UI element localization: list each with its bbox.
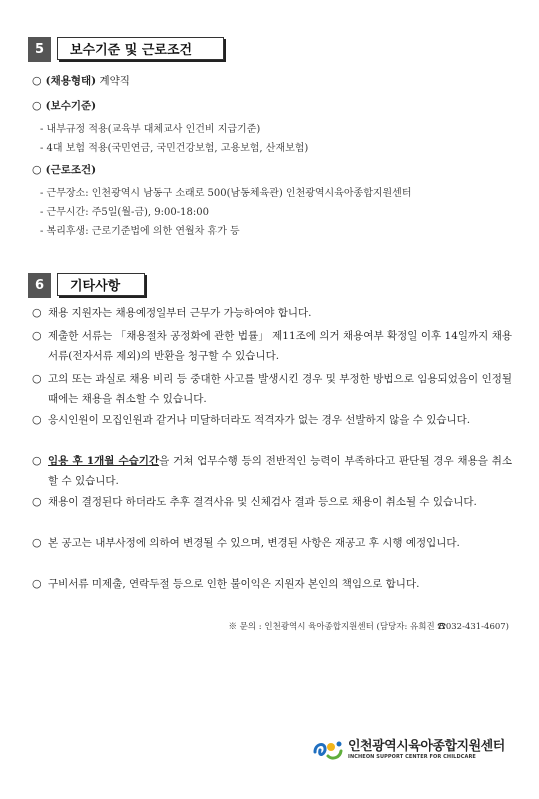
pay-standard-item: - 내부규정 적용(교육부 대체교사 인건비 지급기준): [40, 124, 261, 135]
notice-text: 본 공고는 내부사정에 의하여 변경될 수 있으며, 변경된 사항은 재공고 후 시행 예정입니다.: [48, 537, 460, 549]
circle-bullet-icon: ○: [32, 74, 42, 87]
circle-bullet-icon: ○: [32, 536, 42, 549]
employment-type-value: 계약직: [99, 75, 130, 87]
childcare-logo-icon: [312, 738, 344, 762]
notice-text: 을 거쳐 업무수행 등의 전반적인 능력이 부족하다고 판단될 경우 채용을 취소할 수 있습니다.: [48, 455, 512, 487]
contact-info: ※ 문의 : 인천광역시 육아종합지원센터 (담당자: 유희진 ☎032-431-4607): [228, 622, 509, 632]
notice-text: 구비서류 미제출, 연락두절 등으로 인한 불이익은 지원자 본인의 책임으로 합니다.: [48, 578, 420, 590]
logo-name-en: INCHEON SUPPORT CENTER FOR CHILDCARE: [348, 753, 476, 760]
notice-text: 제출한 서류는 「채용절차 공정화에 관한 법률」 제11조에 의거 채용여부 확정일 이후 14일까지 채용서류(전자서류 제외)의 반환을 청구할 수 있습니다.: [48, 330, 512, 362]
notice-item: [32, 492, 512, 512]
notice-text: 채용 지원자는 채용예정일부터 근무가 가능하여야 합니다.: [48, 307, 312, 319]
circle-bullet-icon: ○: [32, 372, 42, 385]
section-5-header: [28, 37, 224, 62]
notice-item: [32, 533, 512, 553]
notice-item: [32, 574, 512, 594]
section-number: 5: [28, 37, 51, 62]
organization-logo: [312, 737, 512, 763]
logo-name-ko: 인천광역시육아종합지원센터: [348, 738, 505, 754]
section-title: 보수기준 및 근로조건: [57, 37, 224, 60]
circle-bullet-icon: ○: [32, 99, 42, 112]
notice-item: [32, 303, 512, 323]
circle-bullet-icon: ○: [32, 306, 42, 319]
section-6-header: [28, 273, 145, 298]
notice-item: [32, 451, 512, 491]
circle-bullet-icon: ○: [32, 495, 42, 508]
notice-item: [32, 410, 512, 430]
pay-standard-item: - 4대 보험 적용(국민연금, 국민건강보험, 고용보험, 산재보험): [40, 143, 309, 154]
work-conditions-item: - 근무장소: 인천광역시 남동구 소래로 500(남동체육관) 인천광역시육아종합지원센터: [40, 188, 412, 199]
employment-type-label: (채용형태): [45, 75, 97, 87]
circle-bullet-icon: ○: [32, 413, 42, 426]
employment-type-line: [32, 73, 130, 88]
notice-text: 채용이 결정된다 하더라도 추후 결격사유 및 신체검사 결과 등으로 채용이 취소될 수 있습니다.: [48, 496, 477, 508]
work-conditions-item: - 복리후생: 근로기준법에 의한 연월차 휴가 등: [40, 226, 240, 237]
circle-bullet-icon: ○: [32, 329, 42, 342]
notice-item: [32, 326, 512, 366]
work-conditions-label: (근로조건): [45, 164, 97, 176]
pay-standard-heading: [32, 98, 96, 113]
section-number: 6: [28, 273, 51, 298]
pay-standard-label: (보수기준): [45, 100, 97, 112]
notice-item: [32, 369, 512, 409]
work-conditions-heading: [32, 162, 96, 177]
circle-bullet-icon: ○: [32, 163, 42, 176]
notice-text: 응시인원이 모집인원과 같거나 미달하더라도 적격자가 없는 경우 선발하지 않을 수 있습니다.: [48, 414, 471, 426]
section-title: 기타사항: [57, 273, 145, 296]
notice-text: 고의 또는 과실로 채용 비리 등 중대한 사고를 발생시킨 경우 및 부정한 방법으로 임용되었음이 인정될 때에는 채용을 취소할 수 있습니다.: [48, 373, 512, 405]
probation-emphasis: 임용 후 1개월 수습기간: [48, 455, 160, 467]
circle-bullet-icon: ○: [32, 454, 42, 467]
circle-bullet-icon: ○: [32, 577, 42, 590]
work-conditions-item: - 근무시간: 주5일(월-금), 9:00-18:00: [40, 207, 209, 218]
